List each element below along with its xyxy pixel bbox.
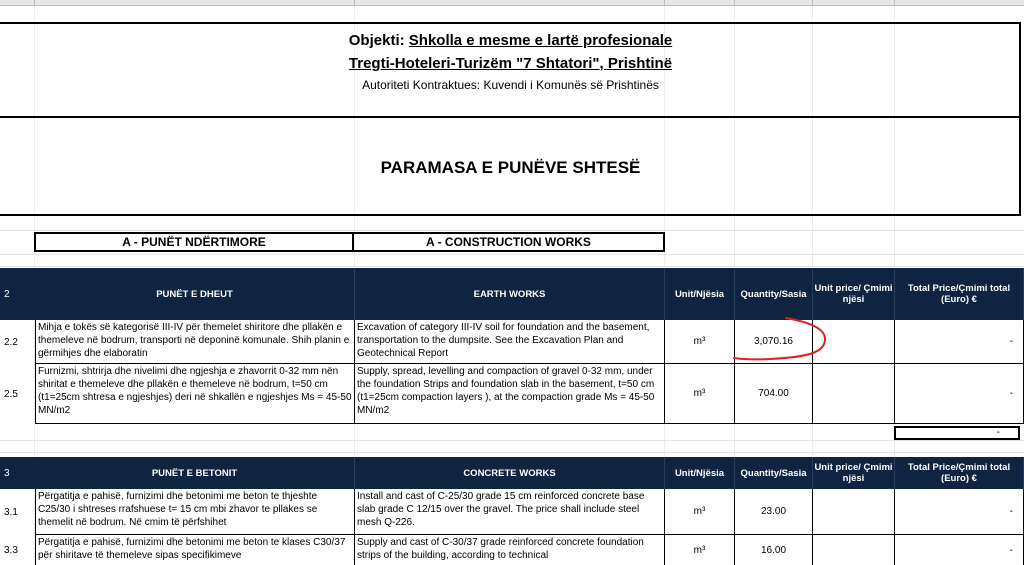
column-total-price: Total Price/Çmimi total (Euro) € bbox=[895, 457, 1024, 489]
row-total: - bbox=[895, 320, 1024, 364]
row-unit-price[interactable] bbox=[813, 535, 895, 565]
red-annotation-mark bbox=[730, 312, 830, 364]
row-quantity: 16.00 bbox=[735, 535, 813, 565]
group-title-en: EARTH WORKS bbox=[355, 268, 665, 320]
section-title-en: A - CONSTRUCTION WORKS bbox=[354, 232, 665, 252]
row-unit-price[interactable] bbox=[813, 364, 895, 424]
row-desc-en: Excavation of category III-IV soil for foundation and the basement, transportation to the dumpsite. See the Excavation Plan and Geotechnical Report bbox=[355, 320, 665, 364]
section-title-al: A - PUNËT NDËRTIMORE bbox=[34, 232, 354, 252]
row-number: 3.3 bbox=[4, 544, 18, 556]
group-title-en: CONCRETE WORKS bbox=[355, 457, 665, 489]
column-unit: Unit/Njësia bbox=[665, 268, 735, 320]
group-number: 2 bbox=[0, 268, 35, 320]
row-desc-en: Supply, spread, levelling and compaction of gravel 0-32 mm, under the foundation Strips and foundation slab in the basement, t=50 cm (t1=25cm compaction layers ), at the compaction grade Ms = 45-50 MN/m2 bbox=[355, 364, 665, 424]
row-desc-al: Përgatitja e pahisë, furnizimi dhe betonimi me beton te klases C30/37 për shiritave të themeleve sipas specifikimeve bbox=[35, 535, 355, 565]
row-unit: m³ bbox=[665, 320, 735, 364]
row-unit: m³ bbox=[665, 364, 735, 424]
row-desc-en: Supply and cast of C-30/37 grade reinforced concrete foundation strips of the building, according to technical bbox=[355, 535, 665, 565]
row-total: - bbox=[895, 364, 1024, 424]
row-number: 2.5 bbox=[4, 388, 18, 400]
row-unit: m³ bbox=[665, 489, 735, 535]
row-total: - bbox=[895, 489, 1024, 535]
object-label: Objekti: bbox=[348, 32, 405, 49]
contracting-authority: Autoriteti Kontraktues: Kuvendi i Komunës së Prishtinës bbox=[362, 78, 659, 92]
row-desc-al: Mihja e tokës së kategorisë III-IV për themelet shiritore dhe pllakën e themeleve në bodrum, transporti në deponinë komunale. Shih planin e gërmihjes dhe elaboratin bbox=[35, 320, 355, 364]
column-header-bar bbox=[0, 0, 1024, 6]
column-unit-price: Unit price/ Çmimi njësi bbox=[813, 268, 895, 320]
object-line2: Tregti-Hoteleri-Turizëm "7 Shtatori", Prishtinë bbox=[348, 55, 673, 72]
row-number: 2.2 bbox=[4, 336, 18, 348]
row-quantity: 704.00 bbox=[735, 364, 813, 424]
column-unit-price: Unit price/ Çmimi njësi bbox=[813, 457, 895, 489]
row-quantity: 3,070.16 bbox=[735, 320, 813, 364]
object-line1 bbox=[0, 32, 1021, 49]
row-desc-al: Furnizmi, shtrirja dhe nivelimi dhe ngjeshja e zhavorrit 0-32 mm nën shiritat e themeleve dhe pllakën e themeleve në bodrum, t=50 cm (t1=25cm shtresa e ngjeshjes) deri në shkallën e ngjeshjes Ms = 45-50 MN/m2 bbox=[35, 364, 355, 424]
row-unit-price[interactable] bbox=[813, 489, 895, 535]
group-title-al: PUNËT E BETONIT bbox=[35, 457, 355, 489]
row-total: - bbox=[895, 535, 1024, 565]
row-desc-al: Përgatitja e pahisë, furnizimi dhe betonimi me beton te thjeshte C25/30 i shtreses rrafshuese t= 15 cm mbi zhavor te pllakes se themelit në bodrum. Në cmim të përfshihet bbox=[35, 489, 355, 535]
group-number: 3 bbox=[0, 457, 35, 489]
red-annotation-stroke bbox=[734, 318, 825, 359]
row-desc-en: Install and cast of C-25/30 grade 15 cm reinforced concrete base slab grade C 12/15 over the gravel. The price shall include steel mesh Q-226. bbox=[355, 489, 665, 535]
page-title: PARAMASA E PUNËVE SHTESË bbox=[380, 158, 641, 177]
row-quantity: 23.00 bbox=[735, 489, 813, 535]
row-number: 3.1 bbox=[4, 506, 18, 518]
column-quantity: Quantity/Sasia bbox=[735, 268, 813, 320]
subtotal-cell: - bbox=[894, 426, 1020, 440]
group-title-al: PUNËT E DHEUT bbox=[35, 268, 355, 320]
column-total-price: Total Price/Çmimi total (Euro) € bbox=[895, 268, 1024, 320]
column-unit: Unit/Njësia bbox=[665, 457, 735, 489]
object-name: Shkolla e mesme e lartë profesionale bbox=[408, 32, 673, 49]
column-quantity: Quantity/Sasia bbox=[735, 457, 813, 489]
row-unit: m³ bbox=[665, 535, 735, 565]
